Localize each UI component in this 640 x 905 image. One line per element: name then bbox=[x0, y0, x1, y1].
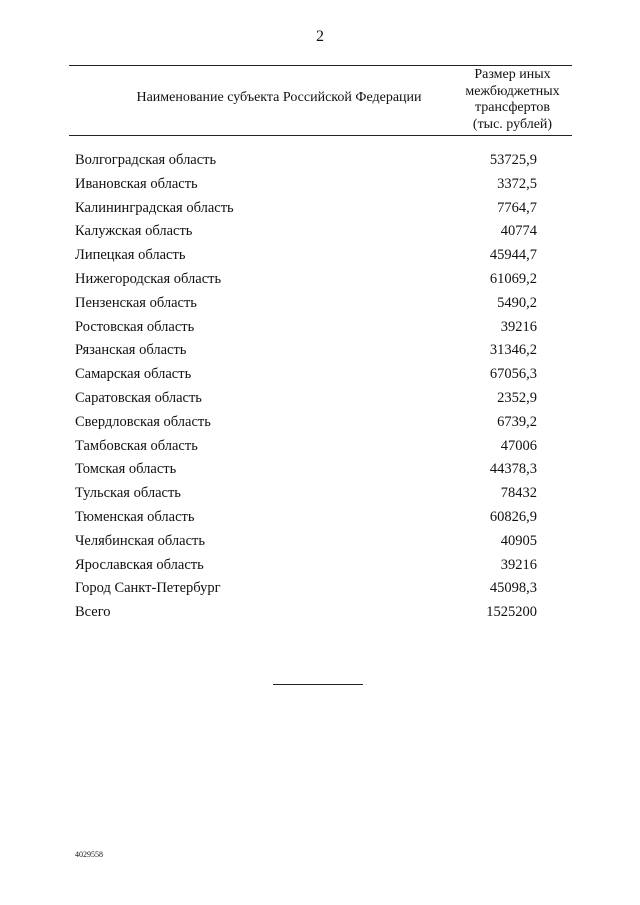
column-header-amount-line: межбюджетных bbox=[465, 83, 560, 99]
table-row bbox=[75, 554, 575, 578]
table-header-rule bbox=[69, 135, 572, 136]
subject-name: Свердловская область bbox=[75, 413, 211, 430]
transfer-amount: 3372,5 bbox=[497, 175, 537, 192]
table-row bbox=[75, 577, 575, 601]
table-row bbox=[75, 173, 575, 197]
subject-name: Самарская область bbox=[75, 366, 192, 383]
subject-name: Город Санкт-Петербург bbox=[75, 580, 221, 597]
closing-rule bbox=[273, 684, 363, 685]
table-row bbox=[75, 292, 575, 316]
table-row bbox=[75, 411, 575, 435]
subject-name: Калужская область bbox=[75, 223, 193, 240]
column-header-subject: Наименование субъекта Российской Федерации bbox=[136, 90, 422, 105]
subject-name: Нижегородская область bbox=[75, 270, 222, 287]
table-row-total bbox=[75, 601, 575, 625]
transfer-amount: 45944,7 bbox=[489, 247, 537, 264]
transfer-amount: 67056,3 bbox=[489, 366, 537, 383]
document-id: 4029558 bbox=[75, 850, 103, 859]
column-header-amount-line: Размер иных bbox=[474, 67, 551, 82]
total-label: Всего bbox=[75, 604, 111, 621]
table-row bbox=[75, 506, 575, 530]
table-top-rule bbox=[69, 65, 572, 66]
table-row bbox=[75, 339, 575, 363]
column-header-amount bbox=[440, 67, 585, 133]
subject-name: Ивановская область bbox=[75, 175, 198, 192]
subject-name: Липецкая область bbox=[75, 247, 186, 264]
transfer-amount: 44378,3 bbox=[489, 461, 537, 478]
column-header-amount-line: трансфертов bbox=[474, 100, 551, 115]
table-row bbox=[75, 363, 575, 387]
table-row bbox=[75, 387, 575, 411]
transfer-amount: 40774 bbox=[500, 223, 537, 240]
table-row bbox=[75, 149, 575, 173]
table-row bbox=[75, 316, 575, 340]
subject-name: Томская область bbox=[75, 461, 177, 478]
subject-name: Рязанская область bbox=[75, 342, 187, 359]
table-row bbox=[75, 458, 575, 482]
subject-name: Саратовская область bbox=[75, 389, 202, 406]
transfer-amount: 40905 bbox=[500, 532, 537, 549]
subject-name: Пензенская область bbox=[75, 294, 197, 311]
table-body bbox=[75, 149, 575, 625]
transfer-amount: 31346,2 bbox=[489, 342, 537, 359]
table-row bbox=[75, 220, 575, 244]
transfer-amount: 5490,2 bbox=[497, 294, 537, 311]
subject-name: Тюменская область bbox=[75, 508, 195, 525]
transfer-amount: 53725,9 bbox=[489, 152, 537, 168]
table-row bbox=[75, 530, 575, 554]
transfer-amount: 47006 bbox=[500, 437, 537, 454]
subject-name: Ростовская область bbox=[75, 318, 195, 335]
transfer-amount: 78432 bbox=[500, 485, 537, 502]
total-amount: 1525200 bbox=[486, 604, 537, 621]
transfer-amount: 6739,2 bbox=[497, 413, 537, 430]
table-row bbox=[75, 268, 575, 292]
transfer-amount: 2352,9 bbox=[497, 389, 537, 406]
subject-name: Калининградская область bbox=[75, 199, 234, 216]
transfer-amount: 45098,3 bbox=[489, 580, 537, 597]
column-header-amount-line: (тыс. рублей) bbox=[472, 116, 553, 132]
subject-name: Тульская область bbox=[75, 485, 181, 502]
table-row bbox=[75, 197, 575, 221]
transfer-amount: 7764,7 bbox=[497, 199, 537, 216]
subject-name: Челябинская область bbox=[75, 532, 205, 549]
transfer-amount: 61069,2 bbox=[489, 270, 537, 287]
subject-name: Волгоградская область bbox=[75, 152, 217, 168]
transfer-amount: 39216 bbox=[500, 318, 537, 335]
transfer-amount: 39216 bbox=[500, 556, 537, 573]
table-row bbox=[75, 244, 575, 268]
table-row bbox=[75, 435, 575, 459]
transfer-amount: 60826,9 bbox=[489, 508, 537, 525]
subject-name: Ярославская область bbox=[75, 556, 204, 573]
table-row bbox=[75, 482, 575, 506]
page-number: 2 bbox=[316, 28, 324, 45]
subject-name: Тамбовская область bbox=[75, 437, 198, 454]
